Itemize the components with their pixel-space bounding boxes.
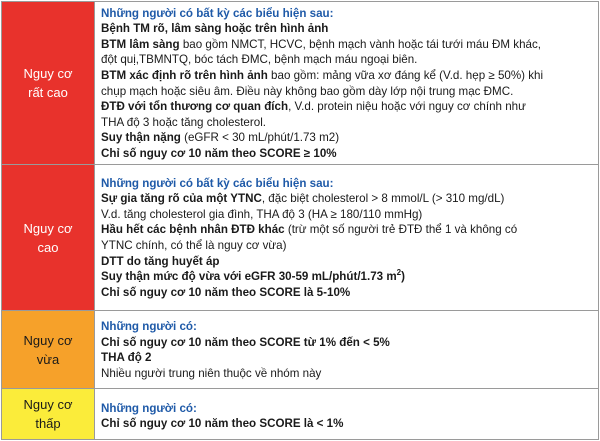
risk-row-low	[2, 389, 599, 440]
desc-header: Những người có bất kỳ các biểu hiện sau:	[101, 176, 334, 190]
level-label-moderate	[2, 310, 95, 389]
level-label-very-high	[2, 2, 95, 165]
desc-line: Chỉ số nguy cơ 10 năm theo SCORE là 5-10%	[101, 285, 351, 299]
level-label-low	[2, 389, 95, 440]
level-label-line: Nguy cơ	[23, 220, 73, 236]
level-label-line: Nguy cơ	[23, 66, 73, 82]
level-label-line: Nguy cơ	[23, 397, 73, 413]
level-label-line: vừa	[36, 351, 60, 367]
desc-header: Những người có bất kỳ các biểu hiện sau:	[101, 6, 334, 20]
desc-line: BTM xác định rõ trên hình ảnh bao gồm: mảng vữa xơ đáng kể (V.d. hẹp ≥ 50%) khi	[101, 68, 544, 82]
risk-table	[1, 1, 599, 440]
level-label-line: Nguy cơ	[23, 332, 73, 348]
desc-header: Những người có:	[101, 401, 197, 415]
desc-line: chụp mạch hoặc siêu âm. Điều này không bao gồm dày lớp nội trung mạc ĐMC.	[101, 84, 514, 98]
desc-line: Bệnh TM rõ, lâm sàng hoặc trên hình ảnh	[101, 22, 329, 36]
desc-line: Nhiều người trung niên thuộc về nhóm này	[101, 366, 322, 380]
desc-line: DTT do tăng huyết áp	[101, 254, 220, 268]
desc-line: Chỉ số nguy cơ 10 năm theo SCORE từ 1% đến < 5%	[101, 335, 390, 349]
desc-line: Suy thận nặng (eGFR < 30 mL/phút/1.73 m2)	[101, 131, 340, 145]
level-desc-very-high	[95, 2, 599, 165]
desc-line: Chỉ số nguy cơ 10 năm theo SCORE ≥ 10%	[101, 146, 337, 160]
risk-row-moderate	[2, 310, 599, 389]
risk-row-high	[2, 165, 599, 311]
desc-line: V.d. tăng cholesterol gia đình, THA độ 3 (HA ≥ 180/110 mmHg)	[101, 207, 423, 221]
desc-header: Những người có:	[101, 319, 197, 333]
desc-line: YTNC chính, có thể là nguy cơ vừa)	[101, 239, 287, 252]
level-label-high	[2, 165, 95, 311]
desc-line: BTM lâm sàng bao gồm NMCT, HCVC, bệnh mạch vành hoặc tái tưới máu ĐM khác,	[101, 37, 541, 51]
risk-row-very-high	[2, 2, 599, 165]
desc-line: Chỉ số nguy cơ 10 năm theo SCORE là < 1%	[101, 417, 344, 431]
level-label-line: thấp	[35, 416, 61, 432]
desc-line: Suy thận mức độ vừa với eGFR 30-59 mL/phút/1.73 $m^2$)	[101, 268, 405, 284]
level-desc-low	[95, 389, 599, 440]
desc-line: THA độ 2	[101, 351, 152, 365]
desc-line: Hầu hết các bệnh nhân ĐTĐ khác (trừ một số người trẻ ĐTĐ thể 1 và không có	[101, 223, 518, 237]
level-desc-high	[95, 165, 599, 311]
desc-line: đột quị,TBMNTQ, bóc tách ĐMC, bệnh mạch máu ngoại biên.	[101, 53, 418, 67]
level-label-line: rất cao	[28, 85, 68, 101]
desc-line: Sự gia tăng rõ của một YTNC, đặc biệt cholesterol > 8 mmol/L (> 310 mg/dL)	[101, 192, 505, 206]
desc-line: THA độ 3 hoặc tăng cholesterol.	[101, 115, 266, 129]
level-label-line: cao	[37, 239, 59, 255]
level-desc-moderate	[95, 310, 599, 389]
desc-line: ĐTĐ với tổn thương cơ quan đích, V.d. protein niệu hoặc với nguy cơ chính như	[101, 100, 526, 114]
